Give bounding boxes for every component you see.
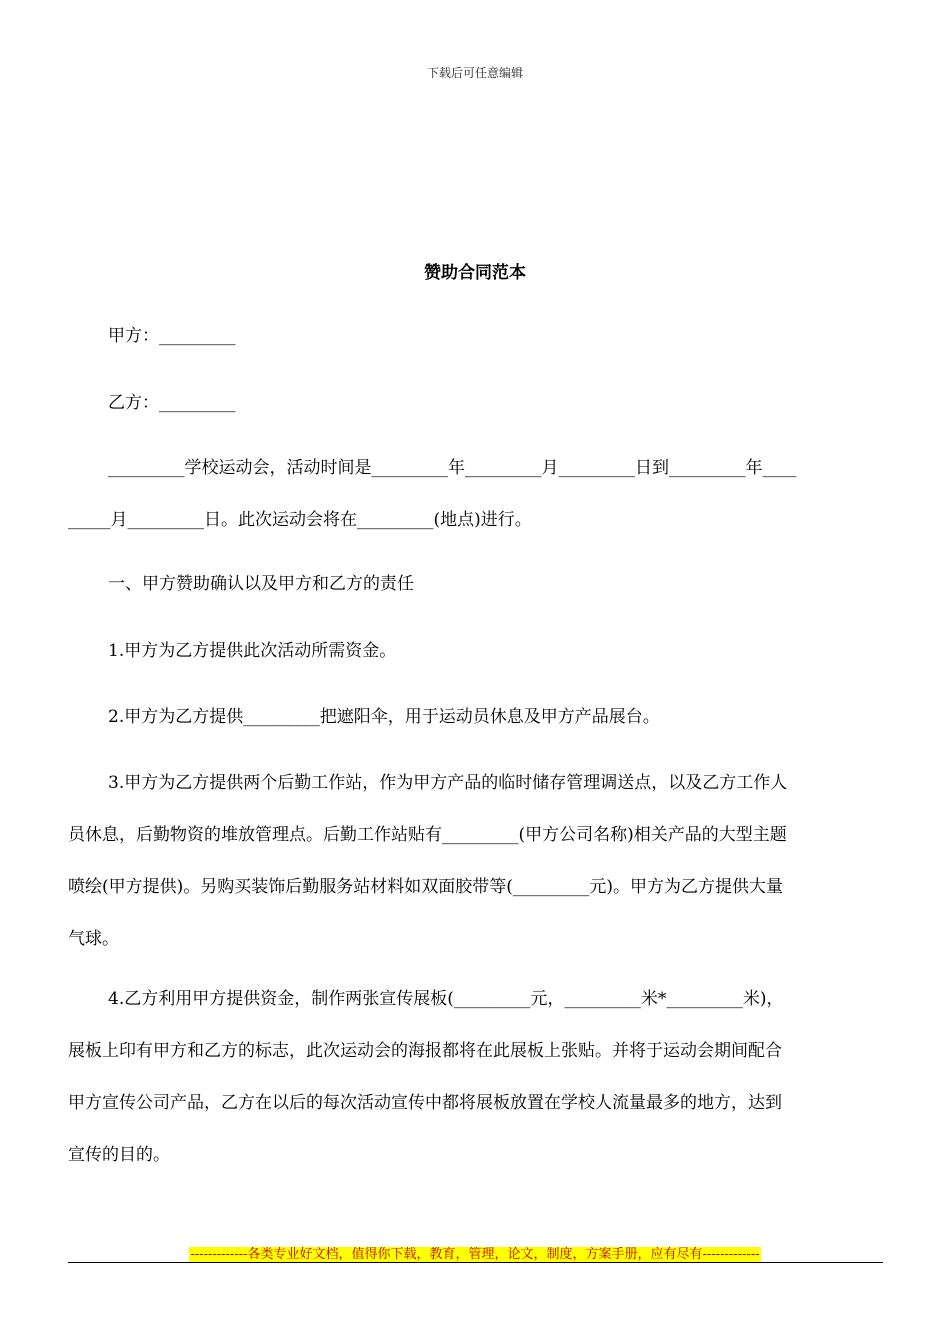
document-title: 赞助合同范本 — [424, 263, 526, 283]
clause-4-line: 甲方宣传公司产品，乙方在以后的每次活动宣传中都将展板放置在学校人流量最多的地方，达到 — [68, 1093, 782, 1113]
clause-3-line: 喷绘(甲方提供)。另购买装饰后勤服务站材料如双面胶带等(_________元)。甲方为乙方提供大量 — [68, 877, 784, 897]
clause-4-line: 展板上印有甲方和乙方的标志，此次运动会的海报都将在此展板上张贴。并将于运动会期间配合 — [68, 1041, 782, 1061]
clause-3-line: 员休息，后勤物资的堆放管理点。后勤工作站贴有_________(甲方公司名称)相关产品的大型主题 — [68, 825, 787, 845]
clause-4-line: 4.乙方利用甲方提供资金，制作两张宣传展板(_________元，_________米*_________米)， — [108, 989, 784, 1009]
clause-2: 2.甲方为乙方提供_________把遮阳伞，用于运动员休息及甲方产品展台。 — [108, 707, 660, 727]
section-heading-1: 一、甲方赞助确认以及甲方和乙方的责任 — [108, 574, 414, 594]
clause-4-line: 宣传的目的。 — [68, 1145, 170, 1165]
event-paragraph — [68, 442, 883, 546]
event-line-2: _____月_________日。此次运动会将在_________(地点)进行。 — [68, 510, 532, 530]
party-b-line: 乙方：_________ — [108, 393, 236, 413]
footer-banner-text: -------------各类专业好文档，值得你下载，教育，管理，论文，制度，方案手册，应有尽有------------- — [190, 1247, 760, 1262]
clause-3-line: 3.甲方为乙方提供两个后勤工作站，作为甲方产品的临时储存管理调送点，以及乙方工作人 — [108, 773, 788, 793]
clause-3-line: 气球。 — [68, 929, 119, 949]
footer-banner — [0, 1243, 950, 1262]
clause-4 — [68, 973, 883, 1181]
clause-1: 1.甲方为乙方提供此次活动所需资金。 — [108, 641, 397, 661]
clause-3 — [68, 757, 883, 965]
footer-divider — [68, 1262, 883, 1263]
party-a-line: 甲方：_________ — [108, 326, 236, 346]
header-note: 下载后可任意编辑 — [426, 66, 523, 80]
event-line-1: _________学校运动会，活动时间是_________年_________月_________日到_________年____ — [108, 458, 797, 478]
